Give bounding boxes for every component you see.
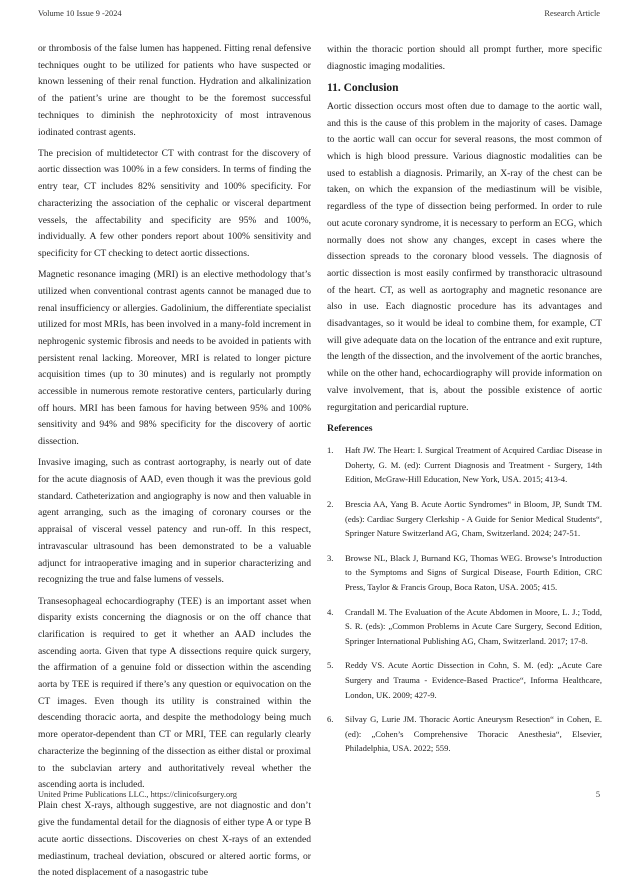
- reference-item: [327, 712, 602, 756]
- reference-item: [327, 605, 602, 649]
- reference-number: 5.: [327, 660, 334, 671]
- reference-number: 2.: [327, 499, 334, 510]
- references-heading: References: [327, 423, 373, 435]
- reference-number: 6.: [327, 714, 334, 725]
- reference-item: [327, 443, 602, 487]
- conclusion-heading: 11. Conclusion: [327, 81, 399, 94]
- conclusion-paragraph: Aortic dissection occurs most often due to damage to the aortic wall, and this is the cause of this problem in the majority of cases. Damage to the aortic wall can occur for several reasons, the most common of which is high blood pressure. Various diagnostic modalities can be used to establish a diagnosis. Primarily, an X-ray of the chest can be taken, on which the expansion of the mediastinum will be visible, regardless of the type of dissection being performed. In order to rule out acute coronary syndrome, it is necessary to perform an ECG, which normally does not show any changes, except in cases where the dissection spreads to the coronary blood vessels. The diagnosis of aortic dissection is most easily confirmed by transthoracic ultrasound of the heart. CT, as well as aortography and magnetic resonance are also in use. Each diagnostic procedure has its advantages and disadvantages, so it would be ideal to combine them, for example, CT will give adequate data on the location of the entrance and exit rupture, the length of the dissection, and the involvement of the aortic branches, while on the other hand, echocardiography will provide information on valve involvement, that is, about the possible existence of aortic regurgitation and pericardial rupture.: [327, 100, 602, 413]
- paragraph: Plain chest X-rays, although suggestive, are not diagnostic and don’t give the fundamental detail for the diagnosis of either type A or type B acute aortic dissections. Discoveries on chest X-rays of an extended mediastinum, tracheal deviation, obscured or altered aortic forms, or the noted displacement of a nasogastric tube: [38, 800, 311, 879]
- reference-number: 4.: [327, 606, 334, 617]
- reference-number: 3.: [327, 552, 334, 563]
- right-column: [327, 42, 602, 766]
- page-header: [38, 9, 600, 18]
- paragraph: Transesophageal echocardiography (TEE) is an important asset when disparity exists concerning the diagnosis or on the off chance that clarification is required to get it whether an AAD includes the ascending aorta. Given that type A dissections require quick surgery, the affirmation of a genuine fold or dissection within the ascending aorta by TEE is required if there’s any question or equivocation on the CT images. Even though its utility is constrained within the descending thoracic aorta, and despite the methodology being much more operator-dependent than CT or MRI, TEE can regularly clearly characterize the beginning of the dissection as either distal or proximal to the subclavian artery and authoritatively reveal whether the ascending aorta is included.: [38, 595, 311, 791]
- reference-text: Browse NL, Black J, Burnand KG, Thomas WEG. Browse’s Introduction to the Symptoms and Signs of Surgical Disease, Fourth Edition, CRC Press, Taylor & Francis Group, Boca Raton, USA. 2005; 415.: [345, 552, 602, 593]
- reference-text: Reddy VS. Acute Aortic Dissection in Cohn, S. M. (ed): „Acute Care Surgery and Trauma - Evidence-Based Practice“, Informa Healthcare, London, UK. 2009; 427-9.: [345, 660, 602, 700]
- page-footer: [38, 790, 600, 799]
- reference-item: [327, 551, 602, 595]
- reference-number: 1.: [327, 445, 334, 456]
- reference-text: Haft JW. The Heart: I. Surgical Treatment of Acquired Cardiac Disease in Doherty, G. M. (ed): Current Diagnosis and Treatment - Surgery, 14th Edition, McGraw-Hill Education, New York, USA. 2015; 413-4.: [345, 445, 602, 485]
- paragraph: Invasive imaging, such as contrast aortography, is nearly out of date for the acute diagnosis of AAD, even though it was the previous gold standard. Catheterization and angiography is now and then valuable in agent arranging, such as the imaging of coronary courses or the appraisal of visceral vessel patency and run-off. In this respect, intravascular ultrasound has been demonstrated to be a valuable adjunct for intraoperative imaging and in superior characterizing and recognizing the true and false lumens of vessels.: [38, 457, 311, 586]
- left-column: [38, 41, 311, 886]
- paragraph: or thrombosis of the false lumen has happened. Fitting renal defensive techniques ought to be utilized for patients who have suspected or known lessening of their renal function. Hydration and alkalinization of the patient’s urine are thought to be the foremost successful techniques to diminish the nephrotoxicity of most intravenous iodinated contrast agents.: [38, 43, 311, 138]
- page-number: 5: [595, 790, 600, 799]
- reference-item: [327, 658, 602, 702]
- reference-text: Crandall M. The Evaluation of the Acute Abdomen in Moore, L. J.; Todd, S. R. (eds): „Common Problems in Acute Care Surgery, Second Edition, Springer International Publishing AG, Cham, Switzerland. 2017; 17-8.: [345, 606, 602, 646]
- reference-text: Brescia AA, Yang B. Acute Aortic Syndromes“ in Bloom, JP, Sundt TM. (eds): Cardiac Surgery Clerkship - A Guide for Senior Medical Students“, Springer Nature Switzerland AG, Cham, Switzerland. 2024; 247-51.: [345, 499, 602, 539]
- publisher-label: United Prime Publications LLC., https://clinicofsurgery.org: [38, 790, 237, 799]
- paragraph: The precision of multidetector CT with contrast for the discovery of aortic dissection was 100% in a few considers. In terms of finding the entry tear, CT includes 82% sensitivity and 100% specificity. For characterizing the association of the cephalic or visceral department vessels, the affectability and specificity are 95% and 100%, individually. A few other ponders report about 100% sensitivity and specificity for CT checking to detect aortic dissections.: [38, 147, 311, 259]
- reference-item: [327, 497, 602, 541]
- paragraph: within the thoracic portion should all prompt further, more specific diagnostic imaging modalities.: [327, 44, 602, 72]
- article-type-label: Research Article: [544, 9, 600, 18]
- reference-text: Silvay G, Lurie JM. Thoracic Aortic Aneurysm Resection“ in Cohen, E. (ed): „Cohen’s Comprehensive Thoracic Anesthesia“, Elsevier, Philadelphia, USA. 2022; 559.: [345, 714, 602, 754]
- volume-label: Volume 10 Issue 9 -2024: [38, 9, 122, 18]
- reference-list: [327, 443, 602, 756]
- paragraph: Magnetic resonance imaging (MRI) is an elective methodology that’s utilized when conventional contrast agents cannot be managed due to renal insufficiency or allergies. Gadolinium, the differentiate specialist utilized for most MRIs, has been involved in a many-fold increment in nephrogenic systemic fibrosis and needs to be avoided in patients with persistent renal lacking. Moreover, MRI is related to longer picture acquisition times (up to 30 minutes) and is regularly not promptly accessible in numerous remote restorative centers, particularly during off hours. MRI has been famous for having between 95% and 100% sensitivity and 94% and 98% specificity for the discovery of aortic dissection.: [38, 269, 311, 448]
